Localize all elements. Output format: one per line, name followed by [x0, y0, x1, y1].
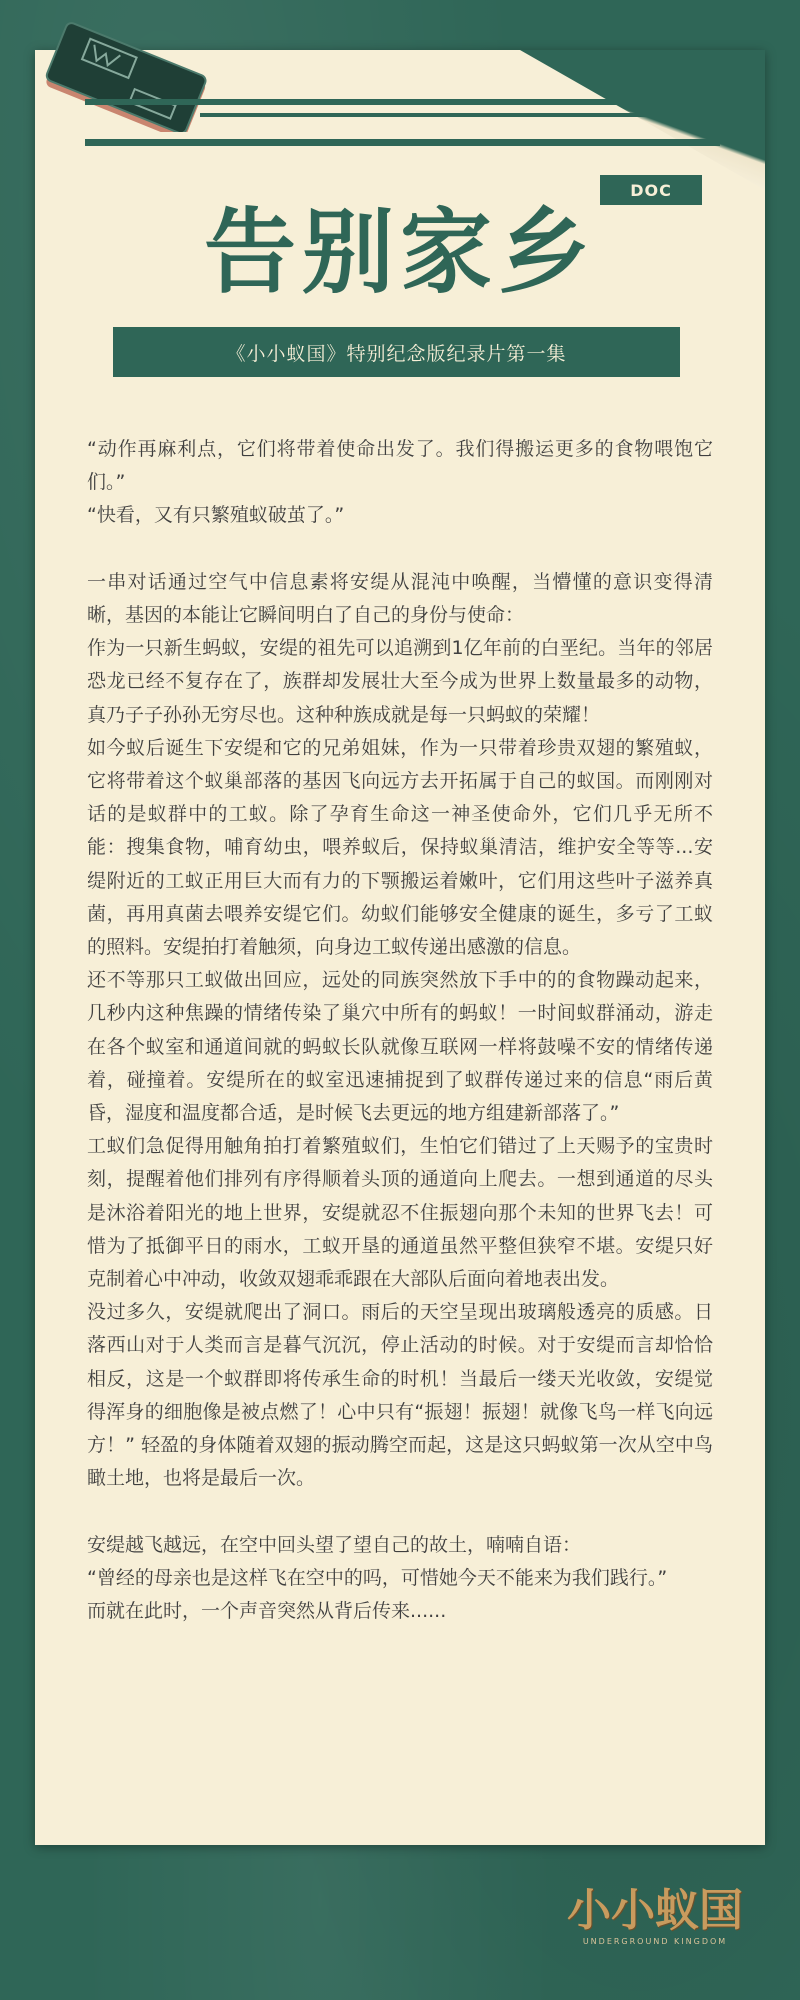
- paragraph: “曾经的母亲也是这样飞在空中的吗，可惜她今天不能来为我们践行。”: [87, 1566, 668, 1589]
- doc-badge: DOC: [600, 175, 702, 205]
- paragraph: “快看，又有只繁殖蚁破茧了。”: [87, 504, 345, 527]
- paragraph: 工蚁们急促得用触角拍打着繁殖蚁们，生怕它们错过了上天赐予的宝贵时刻，提醒着他们排列有序得顺着头顶的通道向上爬去。一想到通道的尽头是沐浴着阳光的地上世界，安缇就忍不住振翅向那个未知的世界飞去！可惜为了抵御平日的雨水，工蚁开垦的通道虽然平整但狭窄不堪。安缇只好克制着心中冲动，收敛双翅乖乖跟在大部队后面向着地表出发。: [87, 1135, 713, 1291]
- paragraph-gap: [87, 533, 713, 566]
- paragraph: 一串对话通过空气中信息素将安缇从混沌中唤醒，当懵懂的意识变得清晰，基因的本能让它瞬间明白了自己的身份与使命：: [87, 570, 713, 626]
- page-title: 告别家乡: [203, 199, 596, 306]
- book-icon: [18, 22, 218, 132]
- paragraph: 没过多久，安缇就爬出了洞口。雨后的天空呈现出玻璃般透亮的质感。日落西山对于人类而言是暮气沉沉，停止活动的时候。对于安缇而言却恰恰相反，这是一个蚁群即将传承生命的时机！当最后一缕天光收敛，安缇觉得浑身的细胞像是被点燃了！心中只有“振翅！振翅！就像飞鸟一样飞向远方！” 轻盈的身体随着双翅的振动腾空而起，这是这只蚂蚁第一次从空中鸟瞰土地，也将是最后一次。: [87, 1301, 713, 1490]
- paragraph: 如今蚁后诞生下安缇和它的兄弟姐妹，作为一只带着珍贵双翅的繁殖蚁，它将带着这个蚁巢部落的基因飞向远方去开拓属于自己的蚁国。而刚刚对话的是蚁群中的工蚁。除了孕育生命这一神圣使命外，它们几乎无所不能：搜集食物，哺育幼虫，喂养蚁后，保持蚁巢清洁，维护安全等等...安缇附近的工蚁正用巨大而有力的下颚搬运着嫩叶，它们用这些叶子滋养真菌，再用真菌去喂养安缇它们。幼蚁们能够安全健康的诞生，多亏了工蚁的照料。安缇拍打着触须，向身边工蚁传递出感激的信息。: [87, 736, 713, 959]
- logo-title: 小小蚁国: [567, 1885, 743, 1936]
- article-body: [87, 433, 713, 1628]
- paragraph: 安缇越飞越远，在空中回头望了望自己的故土，喃喃自语：: [87, 1533, 582, 1556]
- brand-logo: [555, 1885, 755, 1955]
- paragraph: 而就在此时，一个声音突然从背后传来......: [87, 1600, 447, 1623]
- paragraph: 还不等那只工蚁做出回应，远处的同族突然放下手中的的食物躁动起来，几秒内这种焦躁的情绪传染了巢穴中所有的蚂蚁！一时间蚁群涌动，游走在各个蚁室和通道间就的蚂蚁长队就像互联网一样将鼓噪不安的情绪传递着，碰撞着。安缇所在的蚁室迅速捕捉到了蚁群传递过来的信息“雨后黄昏，湿度和温度都合适，是时候飞去更远的地方组建新部落了。”: [87, 969, 713, 1125]
- paragraph: “动作再麻利点，它们将带着使命出发了。我们得搬运更多的食物喂饱它们。”: [87, 438, 713, 494]
- paragraph-gap: [87, 1495, 713, 1528]
- subtitle-banner: 《小小蚁国》特别纪念版纪录片第一集: [113, 327, 680, 377]
- paragraph: 作为一只新生蚂蚁，安缇的祖先可以追溯到1亿年前的白垩纪。当年的邻居恐龙已经不复存在了，族群却发展壮大至今成为世界上数量最多的动物，真乃子子孙孙无穷尽也。这种种族成就是每一只蚂蚁的荣耀！: [87, 637, 713, 726]
- logo-subtitle: UNDERGROUND KINGDOM: [582, 1937, 728, 1946]
